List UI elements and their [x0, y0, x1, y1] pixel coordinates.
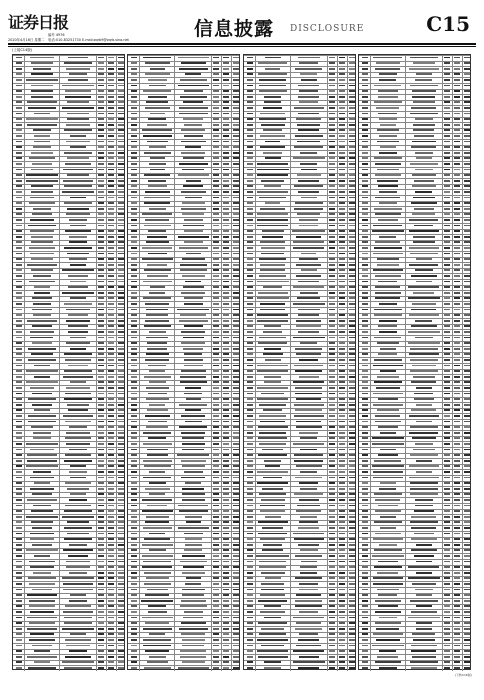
publication-date: 2020年4月16日 星期二: [8, 38, 45, 42]
section-subtitle: DISCLOSURE: [290, 24, 365, 34]
section-title: 信息披露: [194, 18, 275, 40]
newspaper-logo: 证券日报: [8, 13, 69, 32]
table-row: [128, 665, 239, 671]
continuation-caption: (上接C14版): [12, 48, 33, 52]
page-number: C15: [426, 12, 470, 36]
table-column-1: [12, 54, 125, 670]
contact-info: 电话:010-83251730 E-mail:zqrb9@zqrb.sina.net: [48, 38, 129, 42]
disclosure-tables: [12, 50, 472, 672]
table-row: [359, 665, 470, 671]
table-row: [244, 665, 355, 671]
header-rule: [8, 43, 476, 45]
issue-number: 编号 4976: [48, 33, 65, 37]
table-column-4: [358, 54, 471, 670]
header-rule-thin: [8, 46, 476, 47]
table-row: [13, 665, 124, 671]
continuation-footer: (下转C16版): [454, 673, 472, 677]
masthead: [8, 8, 476, 42]
table-column-3: [243, 54, 356, 670]
table-column-2: [127, 54, 240, 670]
